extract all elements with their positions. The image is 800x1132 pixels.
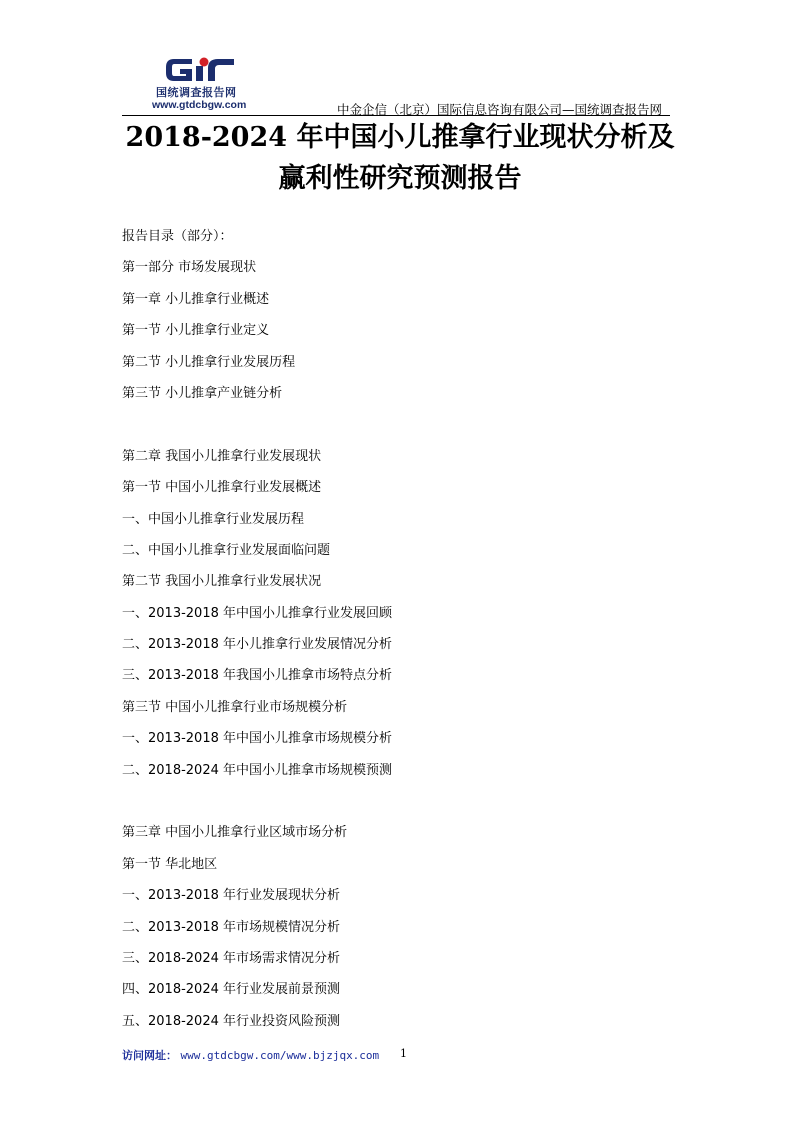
page-footer	[122, 1047, 682, 1067]
toc-entry: 三、2013-2018 年我国小儿推拿市场特点分析	[122, 668, 392, 684]
toc-entry: 第二节 我国小儿推拿行业发展状况	[122, 574, 322, 590]
toc-entry: 二、2013-2018 年市场规模情况分析	[122, 919, 340, 935]
toc-entry: 二、中国小儿推拿行业发展面临问题	[122, 542, 331, 558]
toc-entry: 第二章 我国小儿推拿行业发展现状	[122, 448, 322, 464]
toc-entry: 第一节 华北地区	[122, 856, 218, 872]
toc-entry: 一、2013-2018 年中国小儿推拿行业发展回顾	[122, 605, 392, 621]
toc-entry: 五、2018-2024 年行业投资风险预测	[122, 1013, 340, 1029]
toc-entry: 一、2013-2018 年行业发展现状分析	[122, 888, 340, 904]
toc-entry: 第一节 中国小儿推拿行业发展概述	[122, 480, 322, 496]
footer-label: 访问网址：	[122, 1049, 177, 1062]
page-header	[122, 52, 670, 117]
toc-entry: 第三节 小儿推拿产业链分析	[122, 385, 283, 401]
toc-entry: 报告目录（部分）：	[122, 229, 233, 244]
header-divider	[122, 115, 670, 116]
logo-chinese-text: 国统调查报告网	[156, 86, 237, 99]
footer-url-link[interactable]: www.gtdcbgw.com/www.bjzjqx.com	[180, 1049, 380, 1062]
toc-spacer	[122, 414, 682, 445]
toc-entry: 一、2013-2018 年中国小儿推拿市场规模分析	[122, 731, 392, 747]
table-of-contents	[122, 226, 682, 1042]
page-number: 1	[400, 1047, 407, 1060]
report-title-line-2: 赢利性研究预测报告	[278, 163, 522, 194]
company-logo	[152, 56, 262, 112]
toc-entry: 第三章 中国小儿推拿行业区域市场分析	[122, 825, 348, 841]
gir-logo-mark-icon	[162, 56, 252, 84]
logo-url-text: www.gtdcbgw.com	[152, 99, 247, 111]
toc-entry: 一、中国小儿推拿行业发展历程	[122, 511, 305, 527]
toc-entry: 第三节 中国小儿推拿行业市场规模分析	[122, 699, 348, 715]
toc-entry: 三、2018-2024 年市场需求情况分析	[122, 950, 340, 966]
toc-entry: 第一节 小儿推拿行业定义	[122, 323, 270, 339]
toc-entry: 四、2018-2024 年行业发展前景预测	[122, 982, 340, 998]
toc-entry: 二、2018-2024 年中国小儿推拿市场规模预测	[122, 762, 392, 778]
toc-spacer	[122, 791, 682, 822]
report-title-line-1: 2018-2024 年中国小儿推拿行业现状分析及	[125, 122, 675, 153]
toc-entry: 第一部分 市场发展现状	[122, 260, 257, 276]
toc-entry: 第二节 小儿推拿行业发展历程	[122, 354, 296, 370]
toc-entry: 二、2013-2018 年小儿推拿行业发展情况分析	[122, 637, 392, 653]
header-company-name: 中金企信（北京）国际信息咨询有限公司—国统调查报告网	[336, 102, 662, 117]
toc-entry: 第一章 小儿推拿行业概述	[122, 291, 270, 307]
